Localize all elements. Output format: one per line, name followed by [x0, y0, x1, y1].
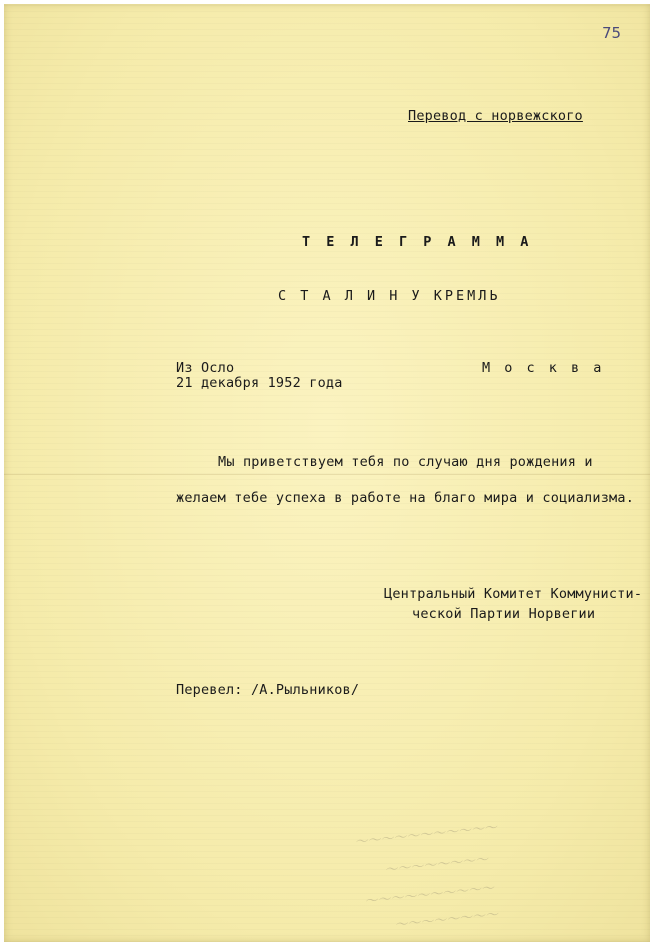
paper-fold	[4, 474, 650, 475]
origin-date: 21 декабря 1952 года	[176, 375, 343, 391]
signature-line-2: ческой Партии Норвегии	[412, 606, 596, 622]
archive-page-number: 75	[602, 24, 622, 42]
origin-from: Из Осло	[176, 360, 235, 376]
destination: М о с к в а	[482, 360, 605, 376]
document-title: Т Е Л Е Г Р А М М А	[302, 234, 533, 250]
document-page: 75 Перевод с норвежского Т Е Л Е Г Р А М М А С Т А Л И Н У КРЕМЛЬ Из Осло 21 декабря 1952 года М о с к в а Мы приветствуем тебя по случаю дня рождения и желаем тебе успеха в работе на благо мира и социализма. Центральный Комитет Коммунисти- ческой Партии Норвегии Перевел: /А.Рыльников/ ～～～～～～～～～～～ ～～～～～～～～ ～～～～～～～～～～ ～～～～～～～～	[4, 4, 650, 942]
addressee: С Т А Л И Н У КРЕМЛЬ	[278, 288, 501, 304]
signature-line-1: Центральный Комитет Коммунисти-	[384, 586, 643, 602]
header-note: Перевод с норвежского	[408, 108, 583, 124]
translator-line: Перевел: /А.Рыльников/	[176, 682, 360, 698]
message-line-2: желаем тебе успеха в работе на благо мира и социализма.	[176, 490, 635, 506]
message-line-1: Мы приветствуем тебя по случаю дня рождения и	[218, 454, 593, 470]
